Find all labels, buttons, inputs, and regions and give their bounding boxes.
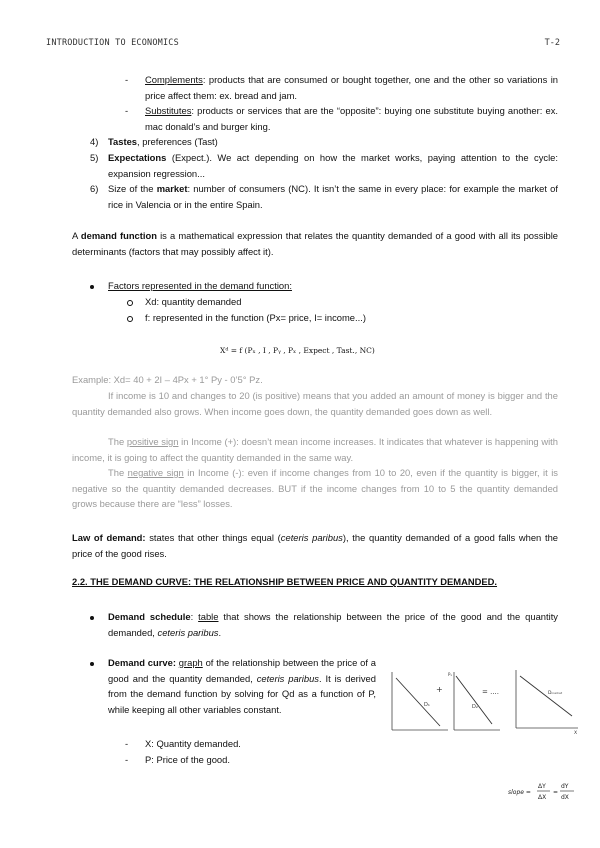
curve-text-1: of the relationship between the price of a good and the quantity demanded, [108,657,376,684]
d1-label: D₁ [424,702,430,708]
px-label: Pₓ [448,672,453,677]
list-number: 6) [90,183,99,194]
dash-marker: - [125,74,129,85]
schedule-end: . [218,626,222,638]
tastes-text: , preferences (Tast) [137,136,218,147]
df-text: is a mathematical expression that relates the quantity demanded of a good with all its possible determinants (factors that may possibly affect it). [72,230,558,257]
circle-bullet-icon [127,316,133,322]
schedule-term: Demand schedule [108,611,191,622]
dash-marker: - [125,105,129,116]
axis-x-note: X: Quantity demanded. [145,738,241,749]
circle-bullet-icon [127,300,133,306]
list-item-market [108,181,558,212]
d2-label: D₂ [472,704,478,710]
complements-term: Complements [145,74,203,85]
example-paragraph-1: If income is 10 and changes to 20 (is positive) means that you added an amount of money is bigger and the quantity demanded also grows. When income goes down, the quantity demanded goes down as well. [72,390,558,417]
dash-marker: - [125,754,129,765]
substitutes-text: : products or services that are the “opposite”: buying one substitute buying another: ex. mac donald’s and burger king. [145,105,558,132]
factors-title [108,278,292,294]
x-axis-label: X [574,731,578,736]
slope-num-2: dY [561,783,569,790]
section-heading [72,576,497,587]
complements-item [145,72,558,103]
law-italic: ceteris paribus [280,532,343,543]
dmarket-label: Dₘₐᵣₖₑₜ [548,691,563,696]
factor-item: f: represented in the function (Px= price, I= income...) [145,312,366,323]
slope-eq: = [553,789,559,796]
df-term: demand function [80,230,157,241]
slope-den-1: ΔX [538,794,547,801]
p2-text: in Income (+): doesn’t mean income increases. It indicates that whatever is happening with income, it is going to affect the quantity demanded in the same way. [72,436,558,463]
df-pre: A [72,230,81,241]
demand-schedule-item [108,609,558,640]
list-number: 5) [90,152,99,163]
section-heading-text: 2.2. THE DEMAND CURVE: THE RELATIONSHIP BETWEEN PRICE AND QUANTITY DEMANDED. [72,576,498,587]
curve-italic: ceteris paribus [256,672,319,684]
demand-curve-item [108,655,376,717]
complements-text: : products that are consumed or bought together, one and the other so variations in price affect them: ex. bread and jam. [145,74,558,101]
demand-line-market [520,676,572,716]
negative-sign-term: negative sign [127,467,184,478]
schedule-italic: ceteris paribus [157,626,219,638]
schedule-colon: : [190,611,199,622]
law-text-1: states that other things equal ( [145,532,281,543]
law-term: Law of demand: [72,532,146,543]
slope-label: slope = [508,789,531,796]
bullet-icon [90,616,94,620]
dash-marker: - [125,738,129,749]
example-line: Example: Xd= 40 + 2I – 4Px + 1° Py - 0’5° Pz. [72,374,263,385]
graph-market [516,670,578,736]
market-term: market [156,183,188,194]
law-of-demand [72,530,558,561]
list-number: 4) [90,136,99,147]
expectations-text: (Expect.). We act depending on how the market works, paying attention to the cycle: expansion regression... [108,152,558,179]
slope-num-1: ΔY [538,783,546,790]
factors-title-text: Factors represented in the demand function: [108,280,292,291]
factor-item: Xd: quantity demanded [145,296,242,307]
demand-formula: Xᵈ = f (Pₓ , I , Pᵧ , Pₓ , Expect , Tast., NC) [220,346,375,355]
list-item-expectations [108,150,558,181]
schedule-text: that shows the relationship between the price of the good and the quantity demanded, [108,611,558,638]
equals-sign: = .... [482,688,499,696]
slope-den-2: dX [561,794,569,801]
list-item-tastes [108,134,558,150]
law-text-2: ), the quantity demanded of a good falls when the price of the good rises. [72,532,558,559]
demand-graphs [388,664,583,736]
positive-sign-term: positive sign [126,436,179,447]
example-paragraph-2 [72,434,558,465]
bullet-icon [90,285,94,289]
example-paragraph-3 [72,465,558,512]
slope-formula [508,778,580,806]
market-pre: Size of the [108,183,157,194]
curve-term: Demand curve: [108,657,176,668]
graph-link[interactable]: graph [178,657,203,668]
table-link[interactable]: table [198,611,219,622]
page-number: T-2 [544,38,560,48]
p3-text: in Income (-): even if income changes from 10 to 20, even if the quantity is bigger, it is negative so the quantity demanded decreases. BUT if the income changes from 10 to 5 the quantity demanded grows because there are “less” losses. [72,467,558,509]
curve-text-2: . It is derived from the demand function by solving for Qd as a function of P, while keeping all other variables constant. [108,672,376,715]
plus-sign: + [436,685,443,694]
header-title: INTRODUCTION TO ECONOMICS [46,38,179,48]
market-text: : number of consumers (NC). It isn’t the same in every place: for example the market of rice in Valencia or in the entire Spain. [108,183,558,210]
graph-d1 [392,672,448,730]
substitutes-term: Substitutes [145,105,192,116]
expectations-term: Expectations [108,152,167,163]
demand-function-paragraph [72,228,558,259]
p3-pre: The [108,467,128,478]
demand-line-1 [396,678,440,726]
bullet-icon [90,662,94,666]
tastes-term: Tastes [108,136,138,147]
graph-d2 [448,672,500,730]
axis-p-note: P: Price of the good. [145,754,230,765]
demand-line-2 [456,676,492,724]
substitutes-item [145,103,558,134]
p2-pre: The [108,436,127,447]
